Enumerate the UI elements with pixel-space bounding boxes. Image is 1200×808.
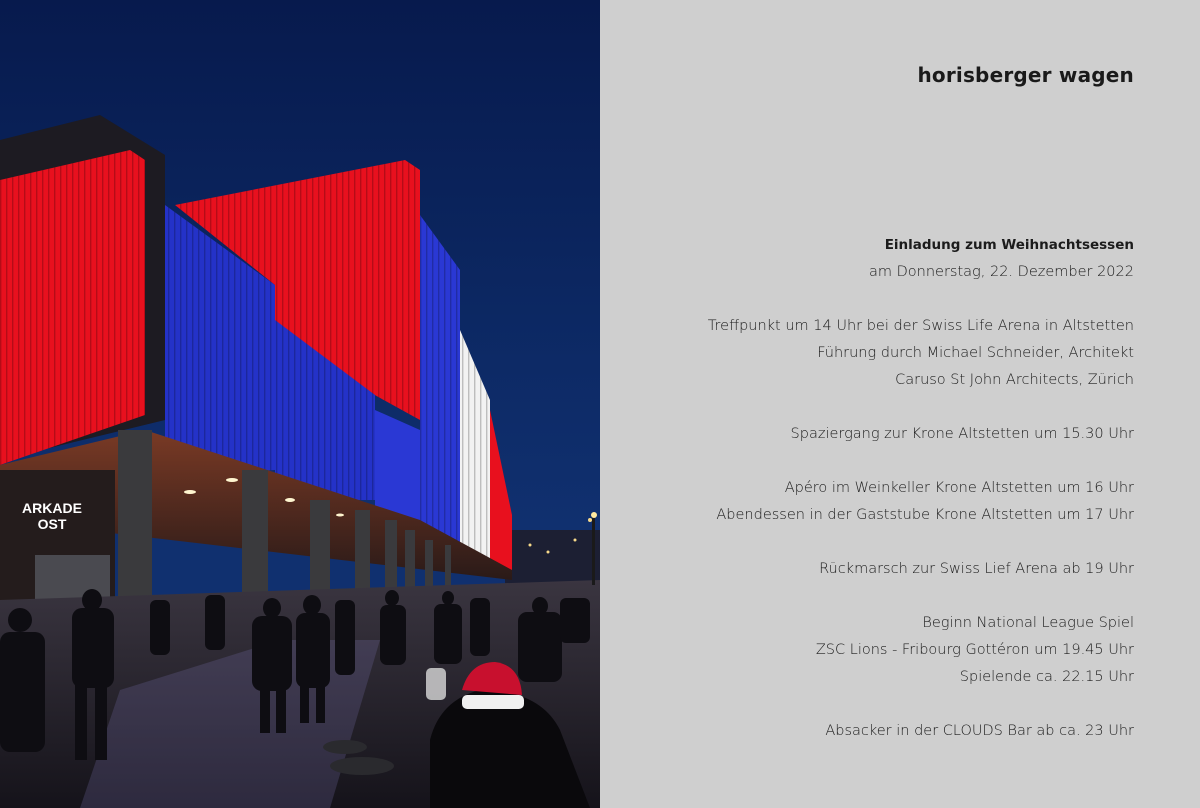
program-line: Beginn National League Spiel bbox=[922, 615, 1134, 631]
invitation-heading: Einladung zum Weihnachtsessen bbox=[884, 237, 1134, 253]
program-line: Caruso St John Architects, Zürich bbox=[895, 372, 1134, 388]
brand-title: horisberger wagen bbox=[917, 63, 1134, 87]
arkade-sign bbox=[0, 470, 115, 610]
invitation-panel bbox=[600, 0, 1200, 808]
program-line: ZSC Lions - Fribourg Gottéron um 19.45 Uhr bbox=[815, 642, 1134, 658]
program-line: Abendessen in der Gaststube Krone Altstetten um 17 Uhr bbox=[716, 507, 1134, 523]
program-line: Apéro im Weinkeller Krone Altstetten um 16 Uhr bbox=[784, 480, 1134, 496]
program-line: Spielende ca. 22.15 Uhr bbox=[959, 669, 1134, 685]
program-line: Treffpunkt um 14 Uhr bei der Swiss Life Arena in Altstetten bbox=[707, 318, 1134, 334]
program-line: Spaziergang zur Krone Altstetten um 15.30 Uhr bbox=[790, 426, 1134, 442]
program-line: Absacker in der CLOUDS Bar ab ca. 23 Uhr bbox=[825, 723, 1134, 739]
invitation-date: am Donnerstag, 22. Dezember 2022 bbox=[869, 264, 1134, 280]
ost-sign-text: OST bbox=[37, 516, 67, 532]
arkade-sign-text: ARKADE bbox=[22, 500, 82, 516]
program-line: Führung durch Michael Schneider, Architekt bbox=[817, 345, 1134, 361]
program-line: Rückmarsch zur Swiss Lief Arena ab 19 Uhr bbox=[819, 561, 1134, 577]
